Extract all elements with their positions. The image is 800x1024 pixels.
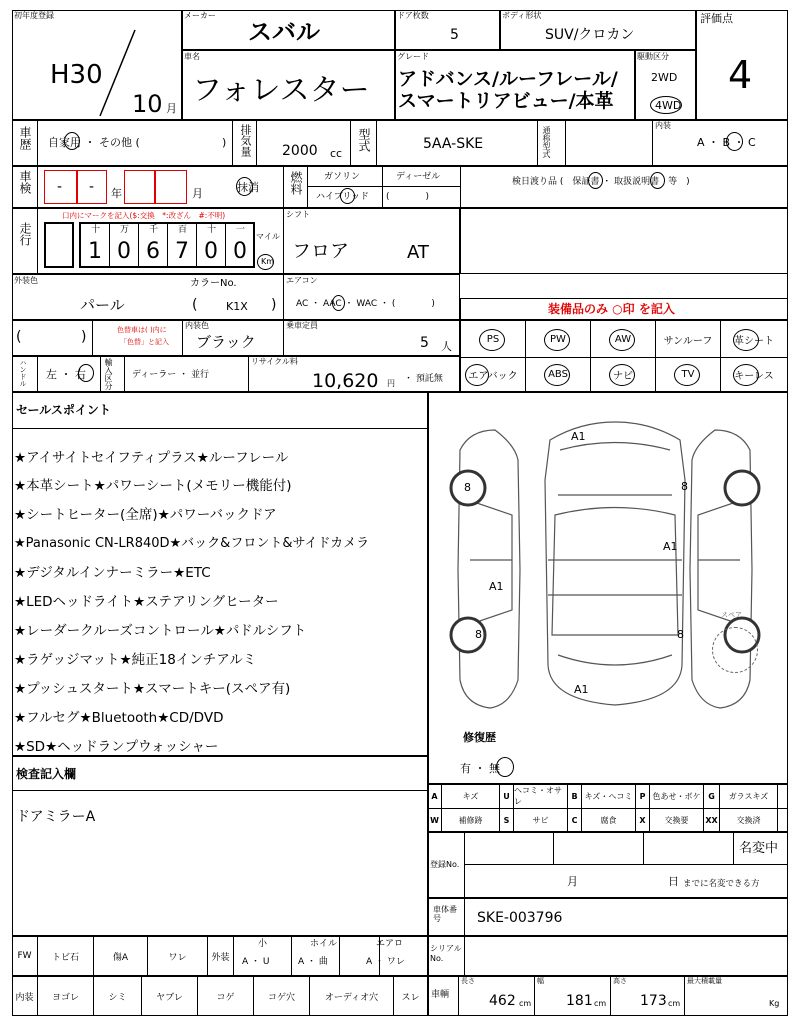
odo-digit-2: 0 <box>117 239 131 264</box>
equip-pw-circle <box>544 329 570 351</box>
equip-tv-circle <box>674 364 700 386</box>
sales-line-2: ★本革シート★パワーシート(メモリー機能付) <box>14 478 292 494</box>
odo-digit-3: 6 <box>146 239 160 264</box>
manual-circle <box>650 172 665 189</box>
bottom1-sub-1: A ・ U <box>242 957 270 967</box>
odo-unit-4: 百 <box>178 225 188 235</box>
color-no-label: カラーNo. <box>190 278 237 289</box>
sales-line-1: ★アイサイトセイフティプラス★ルーフレール <box>14 450 289 466</box>
color-no-value: K1X <box>226 300 248 313</box>
sales-line-4: ★Panasonic CN-LR840D★バック&フロント&サイドカメラ <box>14 536 370 551</box>
mileage-unit-mile: マイル <box>256 232 280 241</box>
repaint-note-2: 「色替」と記入 <box>120 338 169 346</box>
recycle-value: 10,620 <box>312 370 379 392</box>
bottom1-sub-3: A ・ 曲 <box>298 957 328 967</box>
inspect-notes-title: 検査記入欄 <box>16 767 77 781</box>
odo-unit-3: 千 <box>149 225 159 235</box>
body-label: ボディ形状 <box>502 11 542 20</box>
odo-digit-4: 7 <box>175 239 189 264</box>
bottom1-cell-2: 傷A <box>94 936 148 976</box>
grade-label: グレード <box>397 52 429 61</box>
inspection-dash1: - <box>57 179 63 195</box>
drive-label: 駆動区分 <box>637 52 669 61</box>
equip-pw: PW <box>550 333 566 345</box>
docs-area <box>460 208 788 274</box>
width-value: 181 <box>566 993 593 1009</box>
bottom2-cell-5: コゲ穴 <box>254 976 310 1016</box>
repair-none-circle <box>496 757 514 777</box>
interior-color-value: ブラック <box>196 333 256 351</box>
equip-tv: TV <box>681 369 695 380</box>
legend-row2-cell-4: C <box>568 808 582 832</box>
legend-row2-cell-0: W <box>428 808 442 832</box>
odo-digit-5: 0 <box>204 239 218 264</box>
equip-aw: AW <box>614 333 632 345</box>
legend-row2-cell-1: 補修跡 <box>442 808 500 832</box>
serial-box <box>428 936 788 976</box>
aac-circle <box>332 295 345 311</box>
score-value: 4 <box>728 53 753 97</box>
spare-tire-icon <box>712 627 758 673</box>
repaint-open: ( <box>16 329 22 345</box>
drive-4wd-circle <box>650 96 682 114</box>
bottom2-cell-1: ヨゴレ <box>38 976 94 1016</box>
displacement-value: 2000 <box>282 143 318 159</box>
legend-row2-cell-3: サビ <box>514 808 568 832</box>
reg-month: 10 <box>132 90 163 118</box>
mileage-note: 口内にマークを記入($:交換 *:改ざん #:不明) <box>62 211 226 220</box>
legend-row2-cell-9: 交換済 <box>720 808 778 832</box>
history-value: 自家用 ・ その他 ( <box>48 136 140 149</box>
sales-line-5: ★デジタルインナーミラー★ETC <box>14 565 211 581</box>
equip-keyless-circle <box>733 364 759 386</box>
equip-ps: PS <box>486 333 500 345</box>
equip-aw-circle <box>609 329 635 351</box>
legend-row1-cell-6: P <box>636 784 650 808</box>
legend-row1-cell-7: 色あせ・ボケ <box>650 784 704 808</box>
interior-color-label: 内装色 <box>185 321 209 330</box>
fuel-hybrid-circle <box>340 188 355 204</box>
interior-grade: A ・ B ・ C <box>697 136 756 149</box>
bottom1-sub-5: A ・ ワレ <box>366 957 405 967</box>
drive-2wd: 2WD <box>651 71 678 84</box>
legend-row1-cell-4: B <box>568 784 582 808</box>
bottom2-cell-2: シミ <box>94 976 142 1016</box>
size-box <box>428 976 788 1016</box>
equip-abs: ABS <box>548 369 568 380</box>
exterior-value: パール <box>80 296 125 314</box>
equip-airbag: エアバック <box>468 371 518 382</box>
legend-row1-cell-2: U <box>500 784 514 808</box>
score-label: 評価点 <box>700 12 733 25</box>
repair-label: 修復歴 <box>463 731 496 744</box>
sales-line-10: ★フルセグ★Bluetooth★CD/DVD <box>14 710 224 726</box>
mark-left-door: A1 <box>489 580 504 593</box>
legend-row1-cell-9: ガラスキズ <box>720 784 778 808</box>
bottom1-cell-4: 外装 <box>208 936 234 976</box>
serial-label: シリアルNo. <box>430 944 462 964</box>
grade-line2: スマートリアビュー/本革 <box>398 90 614 112</box>
mileage-prefix-box <box>44 222 74 268</box>
capacity-label: 乗車定員 <box>286 321 318 330</box>
sales-line-7: ★レーダークルーズコントロール★パドルシフト <box>14 623 307 639</box>
odo-digit-1: 1 <box>88 239 102 264</box>
inspection-label: 車検 <box>18 170 32 194</box>
legend-row2-cell-7: 交換要 <box>650 808 704 832</box>
equipment-header: 装備品のみ ○印 を記入 <box>548 302 675 316</box>
legend-row2-cell-8: XX <box>704 808 720 832</box>
expired-circle <box>236 177 253 196</box>
bottom1-cell-1: トビ石 <box>38 936 94 976</box>
repaint-close: ) <box>81 329 87 345</box>
equip-sunroof: サンルーフ <box>663 335 713 347</box>
length-value: 462 <box>489 993 516 1009</box>
spare-label: スペア <box>721 611 742 619</box>
height-unit: cm <box>668 999 681 1008</box>
import-label: 輸入区分 <box>104 358 113 390</box>
import-value: ディーラー ・ 並行 <box>132 370 210 380</box>
sales-line-3: ★シートヒーター(全席)★パワーバックドア <box>14 507 277 523</box>
car-name-value: フォレスター <box>192 73 370 108</box>
repair-value: 有 ・ 無 <box>460 762 500 775</box>
bottom1-cell-3: ワレ <box>148 936 208 976</box>
sales-title: セールスポイント <box>16 403 111 417</box>
odometer <box>79 222 255 268</box>
handle-label: ハンドル <box>19 359 27 387</box>
inspect-notes-text: ドアミラーA <box>16 809 96 825</box>
maker-value: スバル <box>248 18 320 46</box>
sales-line-6: ★LEDヘッドライト★ステアリングヒーター <box>14 594 279 610</box>
fuel-diesel: ディーゼル <box>396 172 441 182</box>
equip-navi-circle <box>609 364 635 386</box>
doors-label: ドア枚数 <box>397 11 429 20</box>
warranty-circle <box>588 172 603 189</box>
fuel-label: 燃料 <box>289 171 303 195</box>
color-no-close: ) <box>271 297 277 313</box>
bottom1-sub-2: ホイル <box>310 939 338 949</box>
legend-row2-cell-6: X <box>636 808 650 832</box>
height-value: 173 <box>640 993 667 1009</box>
mark-wheel-rr: 8 <box>677 628 684 641</box>
load-unit: Kg <box>769 999 780 1008</box>
capacity-value: 5 <box>420 335 429 351</box>
model-value: 5AA-SKE <box>423 136 484 152</box>
inspect-notes-box <box>12 756 428 936</box>
mark-rear: A1 <box>574 683 589 696</box>
equip-ps-circle <box>479 329 505 351</box>
legend-row1-cell-0: A <box>428 784 442 808</box>
mark-wheel-fl: 8 <box>464 481 471 494</box>
recycle-unit: 円 <box>387 379 395 388</box>
handle-right-circle <box>78 364 94 382</box>
car-name-label: 車名 <box>184 52 200 61</box>
recycle-deposit: ・ 預託無 <box>404 374 443 384</box>
equip-navi: ナビ <box>613 371 633 382</box>
inspection-month-unit: 月 <box>192 187 203 200</box>
aircon-value: AC ・ AAC ・ WAC ・ ( ) <box>296 299 435 309</box>
drive-4wd: 4WD <box>655 99 682 112</box>
inspection-year-unit: 年 <box>111 187 122 200</box>
docs-value: 検日渡り品 ( 保証書 ・ 取扱説明書 等 ) <box>512 177 690 187</box>
handle-value: 左 ・ 右 <box>46 368 86 381</box>
length-unit: cm <box>519 999 532 1008</box>
recycle-label: リサイクル料 <box>251 357 298 366</box>
legend-row2-cell-2: S <box>500 808 514 832</box>
inspection-month-box2 <box>155 170 187 204</box>
reg-month-unit: 月 <box>166 102 177 115</box>
legend-row1-cell-1: キズ <box>442 784 500 808</box>
bottom2-cell-3: ヤブレ <box>142 976 198 1016</box>
model-label: 型式 <box>357 128 371 152</box>
mileage-label: 走行 <box>18 222 32 246</box>
reg-day-label: 日 <box>668 875 679 888</box>
capacity-unit: 人 <box>441 340 452 353</box>
car-diagram <box>440 420 770 720</box>
era-year: H30 <box>50 60 103 90</box>
first-reg-label: 初年度登録 <box>14 11 54 20</box>
height-label: 高さ <box>613 977 627 985</box>
inspection-expired: 抹消 <box>237 181 259 194</box>
aircon-label: エアコン <box>286 276 318 285</box>
interior-label: 内装 <box>655 121 671 130</box>
inspection-month-box1 <box>124 170 155 204</box>
sales-line-8: ★ラゲッジマット★純正18インチアルミ <box>14 652 257 668</box>
bottom1-cell-0: FW <box>12 936 38 976</box>
fuel-other: ( ) <box>386 192 430 202</box>
mark-wheel-fr: 8 <box>681 480 688 493</box>
sales-line-9: ★プッシュスタート★スマートキー(スペア有) <box>14 681 291 697</box>
mark-wheel-rl: 8 <box>475 628 482 641</box>
sales-line-11: ★SD★ヘッドランプウォッシャー <box>14 739 219 755</box>
common-model-label: 通称型式 <box>542 126 551 158</box>
shift-type: AT <box>407 242 429 263</box>
length-label: 長さ <box>461 977 475 985</box>
shift-label: シフト <box>286 210 310 219</box>
repaint-note-1: 色替車は( )内に <box>117 326 167 334</box>
bottom2-cell-0: 内装 <box>12 976 38 1016</box>
reg-deadline: までに名変できる方 <box>683 879 760 889</box>
bottom1-sub-4: エアロ <box>376 939 404 949</box>
reg-month-label: 月 <box>567 875 578 888</box>
mark-front: A1 <box>571 430 586 443</box>
fuel-hybrid: ハイブリッド <box>316 192 370 202</box>
legend-row1-cell-3: ヘコミ・オサレ <box>514 784 568 808</box>
equip-leather-circle <box>733 329 759 351</box>
odo-digit-6: 0 <box>233 239 247 264</box>
odo-unit-6: 一 <box>236 225 246 235</box>
shift-value: フロア <box>292 240 350 262</box>
bottom2-cell-4: コゲ <box>198 976 254 1016</box>
doors-value: 5 <box>450 27 459 43</box>
bottom2-cell-6: オーディオ穴 <box>310 976 394 1016</box>
legend-row2-cell-5: 腐食 <box>582 808 636 832</box>
maker-label: メーカー <box>184 11 216 20</box>
color-no-open: ( <box>192 297 198 313</box>
size-label: 車輌 <box>431 990 450 1000</box>
km-circle <box>257 254 274 270</box>
displacement-label: 排気量 <box>239 124 252 157</box>
reg-no-label: 登録No. <box>430 860 460 869</box>
history-close: ) <box>222 136 227 149</box>
equip-abs-circle <box>544 364 570 386</box>
bottom2-cell-7: スレ <box>394 976 428 1016</box>
bottom1-sub-0: 小 <box>258 939 268 949</box>
equip-airbag-circle <box>465 364 489 386</box>
displacement-unit: cc <box>330 147 343 160</box>
inspection-dash2: - <box>89 179 95 195</box>
load-label: 最大積載量 <box>687 977 722 985</box>
fuel-gasoline: ガソリン <box>324 172 361 182</box>
vin-value: SKE-003796 <box>477 910 563 926</box>
grade-line1: アドバンス/ルーフレール/ <box>398 68 618 90</box>
mileage-unit-km: Km <box>261 257 275 266</box>
interior-grade-circle <box>726 132 743 151</box>
equip-keyless: キーレス <box>734 371 774 382</box>
legend-row1-cell-8: G <box>704 784 720 808</box>
exterior-label: 外装色 <box>14 276 38 285</box>
equipment-grid <box>460 320 788 392</box>
body-value: SUV/クロカン <box>545 27 635 43</box>
mark-right-door: A1 <box>663 540 678 553</box>
legend-row1-cell-5: キズ・ヘコミ <box>582 784 636 808</box>
history-label: 車歴 <box>18 126 32 150</box>
equip-leather: 革シート <box>734 335 774 347</box>
odo-unit-1: 十 <box>91 225 101 235</box>
width-unit: cm <box>594 999 607 1008</box>
name-change: 名変中 <box>739 841 779 856</box>
vin-label: 車体番号 <box>433 905 457 923</box>
odo-unit-5: 十 <box>207 225 217 235</box>
odo-unit-2: 万 <box>120 225 130 235</box>
private-use-circle <box>64 132 80 150</box>
width-label: 幅 <box>537 977 544 985</box>
bottom1-cell-7 <box>340 936 380 976</box>
